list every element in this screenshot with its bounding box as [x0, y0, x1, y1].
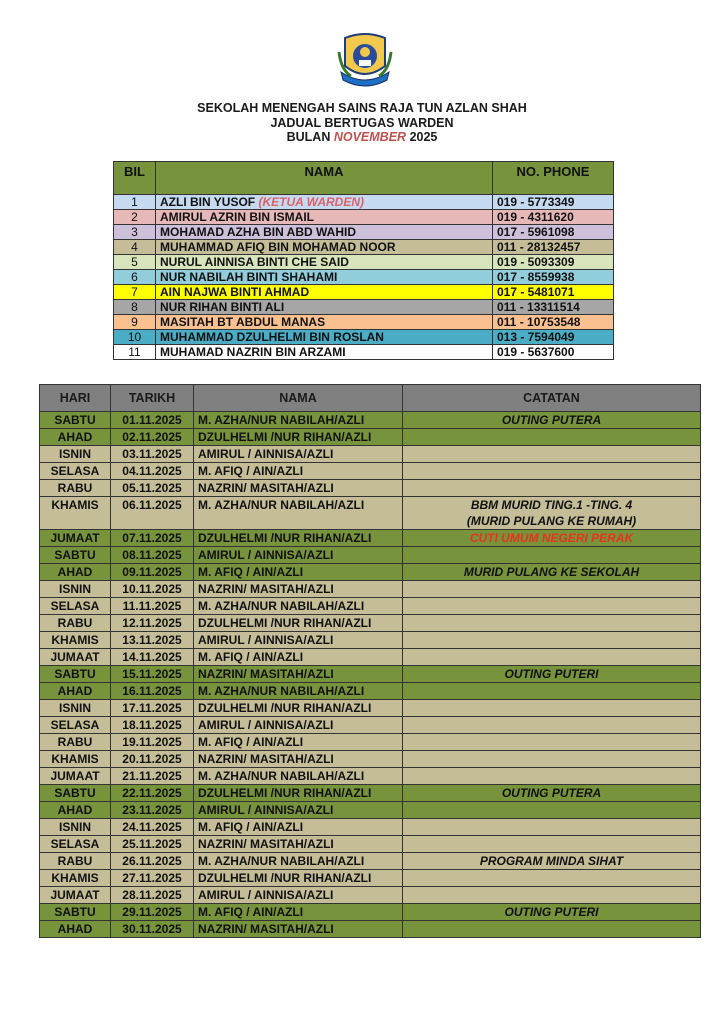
- warden-table-header: [114, 162, 614, 195]
- warden-phone: 011 - 28132457: [493, 240, 614, 255]
- holiday-note: CUTI UMUM NEGERI PERAK: [469, 531, 634, 545]
- schedule-day: SELASA: [40, 463, 111, 480]
- schedule-wardens: DZULHELMI /NUR RIHAN/AZLI: [194, 530, 403, 547]
- head-warden-note: (KETUA WARDEN): [258, 195, 365, 209]
- schedule-row: [40, 480, 701, 497]
- duty-schedule-table: [39, 384, 701, 938]
- schedule-wardens: M. AFIQ / AIN/AZLI: [194, 904, 403, 921]
- note-text: PROGRAM MINDA SIHAT: [479, 854, 624, 868]
- column-header-catatan: CATATAN: [403, 385, 701, 412]
- schedule-note: [403, 734, 701, 751]
- schedule-row: [40, 649, 701, 666]
- schedule-wardens: AMIRUL / AINNISA/AZLI: [194, 887, 403, 904]
- schedule-wardens: AMIRUL / AINNISA/AZLI: [194, 632, 403, 649]
- warden-number: 7: [114, 285, 156, 300]
- warden-number: 6: [114, 270, 156, 285]
- schedule-day: JUMAAT: [40, 530, 111, 547]
- schedule-wardens: NAZRIN/ MASITAH/AZLI: [194, 751, 403, 768]
- warden-phone: 019 - 5093309: [493, 255, 614, 270]
- warden-name-text: AIN NAJWA BINTI AHMAD: [160, 285, 310, 299]
- warden-number: 10: [114, 330, 156, 345]
- warden-row: [114, 270, 614, 285]
- warden-name-text: NUR NABILAH BINTI SHAHAMI: [160, 270, 338, 284]
- schedule-day: SABTU: [40, 412, 111, 429]
- warden-name: [156, 195, 493, 210]
- schedule-note: [403, 904, 701, 921]
- schedule-date: 05.11.2025: [111, 480, 194, 497]
- warden-number: 4: [114, 240, 156, 255]
- warden-row: [114, 345, 614, 360]
- schedule-row: [40, 497, 701, 530]
- schedule-note: [403, 581, 701, 598]
- warden-phone: 019 - 4311620: [493, 210, 614, 225]
- schedule-title: JADUAL BERTUGAS WARDEN: [270, 115, 454, 130]
- schedule-note: [403, 870, 701, 887]
- schedule-day: AHAD: [40, 429, 111, 446]
- school-crest-logo: [337, 32, 393, 90]
- schedule-note: [403, 446, 701, 463]
- schedule-date: 11.11.2025: [111, 598, 194, 615]
- warden-number: 5: [114, 255, 156, 270]
- schedule-day: AHAD: [40, 683, 111, 700]
- schedule-day: RABU: [40, 480, 111, 497]
- schedule-note: [403, 836, 701, 853]
- schedule-row: [40, 751, 701, 768]
- schedule-day: SABTU: [40, 547, 111, 564]
- schedule-row: [40, 700, 701, 717]
- schedule-date: 08.11.2025: [111, 547, 194, 564]
- warden-name-text: MOHAMAD AZHA BIN ABD WAHID: [160, 225, 356, 239]
- school-name: SEKOLAH MENENGAH SAINS RAJA TUN AZLAN SHAH: [197, 101, 527, 115]
- schedule-day: JUMAAT: [40, 649, 111, 666]
- schedule-note: [403, 564, 701, 581]
- warden-name-text: NUR RIHAN BINTI ALI: [160, 300, 285, 314]
- note-text: OUTING PUTERI: [504, 667, 599, 681]
- note-text-line2: (MURID PULANG KE RUMAH): [466, 514, 637, 528]
- schedule-day: KHAMIS: [40, 870, 111, 887]
- schedule-day: SELASA: [40, 598, 111, 615]
- schedule-date: 09.11.2025: [111, 564, 194, 581]
- schedule-date: 02.11.2025: [111, 429, 194, 446]
- schedule-wardens: M. AFIQ / AIN/AZLI: [194, 819, 403, 836]
- schedule-row: [40, 632, 701, 649]
- schedule-wardens: M. AZHA/NUR NABILAH/AZLI: [194, 768, 403, 785]
- schedule-note: [403, 547, 701, 564]
- schedule-row: [40, 717, 701, 734]
- schedule-row: [40, 904, 701, 921]
- schedule-row: [40, 581, 701, 598]
- warden-name-text: NURUL AINNISA BINTI CHE SAID: [160, 255, 349, 269]
- schedule-note: [403, 615, 701, 632]
- schedule-row: [40, 870, 701, 887]
- schedule-note: [403, 717, 701, 734]
- schedule-date: 27.11.2025: [111, 870, 194, 887]
- schedule-row: [40, 547, 701, 564]
- schedule-wardens: DZULHELMI /NUR RIHAN/AZLI: [194, 615, 403, 632]
- schedule-note: [403, 819, 701, 836]
- warden-row: [114, 300, 614, 315]
- schedule-wardens: AMIRUL / AINNISA/AZLI: [194, 717, 403, 734]
- schedule-day: KHAMIS: [40, 751, 111, 768]
- schedule-date: 04.11.2025: [111, 463, 194, 480]
- schedule-wardens: M. AZHA/NUR NABILAH/AZLI: [194, 853, 403, 870]
- schedule-wardens: AMIRUL / AINNISA/AZLI: [194, 547, 403, 564]
- warden-name: [156, 270, 493, 285]
- schedule-day: AHAD: [40, 564, 111, 581]
- warden-number: 11: [114, 345, 156, 360]
- schedule-date: 29.11.2025: [111, 904, 194, 921]
- schedule-note: [403, 598, 701, 615]
- schedule-note: [403, 921, 701, 938]
- warden-row: [114, 330, 614, 345]
- schedule-date: 16.11.2025: [111, 683, 194, 700]
- warden-phone: 017 - 8559938: [493, 270, 614, 285]
- schedule-date: 13.11.2025: [111, 632, 194, 649]
- warden-name: [156, 345, 493, 360]
- schedule-date: 30.11.2025: [111, 921, 194, 938]
- warden-number: 1: [114, 195, 156, 210]
- schedule-day: SABTU: [40, 666, 111, 683]
- schedule-date: 01.11.2025: [111, 412, 194, 429]
- schedule-note: [403, 530, 701, 547]
- schedule-row: [40, 463, 701, 480]
- warden-row: [114, 240, 614, 255]
- schedule-row: [40, 615, 701, 632]
- column-header-tarikh: TARIKH: [111, 385, 194, 412]
- schedule-day: JUMAAT: [40, 887, 111, 904]
- schedule-day: SABTU: [40, 904, 111, 921]
- schedule-day: RABU: [40, 734, 111, 751]
- warden-phone: 017 - 5961098: [493, 225, 614, 240]
- schedule-row: [40, 666, 701, 683]
- schedule-note: [403, 700, 701, 717]
- schedule-date: 10.11.2025: [111, 581, 194, 598]
- warden-number: 2: [114, 210, 156, 225]
- schedule-wardens: M. AFIQ / AIN/AZLI: [194, 649, 403, 666]
- schedule-row: [40, 429, 701, 446]
- schedule-row: [40, 836, 701, 853]
- warden-name: [156, 240, 493, 255]
- warden-name-text: MUHAMAD NAZRIN BIN ARZAMI: [160, 345, 346, 359]
- warden-phone: 019 - 5637600: [493, 345, 614, 360]
- schedule-row: [40, 598, 701, 615]
- warden-row: [114, 225, 614, 240]
- column-header-bil: BIL: [114, 162, 156, 195]
- schedule-wardens: M. AZHA/NUR NABILAH/AZLI: [194, 598, 403, 615]
- schedule-row: [40, 921, 701, 938]
- warden-contact-table: [113, 161, 614, 360]
- month-year: 2025: [409, 130, 438, 144]
- schedule-row: [40, 530, 701, 547]
- schedule-wardens: DZULHELMI /NUR RIHAN/AZLI: [194, 785, 403, 802]
- schedule-date: 23.11.2025: [111, 802, 194, 819]
- schedule-wardens: NAZRIN/ MASITAH/AZLI: [194, 581, 403, 598]
- note-text: OUTING PUTERI: [504, 905, 599, 919]
- warden-name-text: AZLI BIN YUSOF: [160, 195, 256, 209]
- schedule-row: [40, 802, 701, 819]
- schedule-date: 28.11.2025: [111, 887, 194, 904]
- schedule-row: [40, 887, 701, 904]
- schedule-note: [403, 666, 701, 683]
- warden-name: [156, 255, 493, 270]
- note-text: MURID PULANG KE SEKOLAH: [463, 565, 640, 579]
- warden-name: [156, 300, 493, 315]
- warden-name: [156, 285, 493, 300]
- schedule-note: [403, 649, 701, 666]
- schedule-wardens: DZULHELMI /NUR RIHAN/AZLI: [194, 700, 403, 717]
- schedule-day: KHAMIS: [40, 497, 111, 530]
- schedule-note: [403, 632, 701, 649]
- month-name: NOVEMBER: [333, 130, 407, 144]
- schedule-day: ISNIN: [40, 581, 111, 598]
- schedule-day: RABU: [40, 853, 111, 870]
- schedule-note: [403, 480, 701, 497]
- warden-row: [114, 285, 614, 300]
- schedule-date: 15.11.2025: [111, 666, 194, 683]
- schedule-wardens: AMIRUL / AINNISA/AZLI: [194, 802, 403, 819]
- warden-name: [156, 225, 493, 240]
- schedule-row: [40, 785, 701, 802]
- schedule-row: [40, 768, 701, 785]
- schedule-date: 20.11.2025: [111, 751, 194, 768]
- schedule-date: 24.11.2025: [111, 819, 194, 836]
- warden-name-text: AMIRUL AZRIN BIN ISMAIL: [160, 210, 314, 224]
- schedule-date: 21.11.2025: [111, 768, 194, 785]
- warden-phone: 011 - 13311514: [493, 300, 614, 315]
- warden-row: [114, 210, 614, 225]
- warden-name: [156, 315, 493, 330]
- schedule-note: [403, 429, 701, 446]
- schedule-day: ISNIN: [40, 446, 111, 463]
- schedule-row: [40, 446, 701, 463]
- schedule-row: [40, 734, 701, 751]
- schedule-wardens: DZULHELMI /NUR RIHAN/AZLI: [194, 870, 403, 887]
- schedule-wardens: AMIRUL / AINNISA/AZLI: [194, 446, 403, 463]
- schedule-wardens: NAZRIN/ MASITAH/AZLI: [194, 921, 403, 938]
- schedule-note: [403, 463, 701, 480]
- schedule-note: [403, 751, 701, 768]
- schedule-wardens: M. AFIQ / AIN/AZLI: [194, 463, 403, 480]
- schedule-wardens: NAZRIN/ MASITAH/AZLI: [194, 480, 403, 497]
- schedule-wardens: M. AZHA/NUR NABILAH/AZLI: [194, 683, 403, 700]
- schedule-note: [403, 497, 701, 530]
- warden-name-text: MASITAH BT ABDUL MANAS: [160, 315, 326, 329]
- schedule-note: [403, 412, 701, 429]
- schedule-note: [403, 768, 701, 785]
- document-heading: [0, 101, 724, 145]
- warden-phone: 011 - 10753548: [493, 315, 614, 330]
- schedule-wardens: NAZRIN/ MASITAH/AZLI: [194, 666, 403, 683]
- schedule-row: [40, 412, 701, 429]
- warden-name-text: MUHAMMAD AFIQ BIN MOHAMAD NOOR: [160, 240, 396, 254]
- schedule-note: [403, 683, 701, 700]
- schedule-day: AHAD: [40, 921, 111, 938]
- schedule-note: [403, 853, 701, 870]
- month-prefix: BULAN: [286, 130, 331, 144]
- schedule-date: 26.11.2025: [111, 853, 194, 870]
- warden-name: [156, 210, 493, 225]
- note-text: OUTING PUTERA: [501, 786, 602, 800]
- column-header-nama: NAMA: [194, 385, 403, 412]
- warden-row: [114, 195, 614, 210]
- schedule-wardens: M. AFIQ / AIN/AZLI: [194, 734, 403, 751]
- schedule-note: [403, 887, 701, 904]
- schedule-note: [403, 785, 701, 802]
- schedule-date: 14.11.2025: [111, 649, 194, 666]
- warden-phone: 017 - 5481071: [493, 285, 614, 300]
- schedule-date: 18.11.2025: [111, 717, 194, 734]
- schedule-day: ISNIN: [40, 819, 111, 836]
- schedule-day: AHAD: [40, 802, 111, 819]
- schedule-day: JUMAAT: [40, 768, 111, 785]
- school-crest-icon: [337, 32, 393, 90]
- schedule-wardens: M. AFIQ / AIN/AZLI: [194, 564, 403, 581]
- schedule-date: 22.11.2025: [111, 785, 194, 802]
- schedule-row: [40, 853, 701, 870]
- schedule-day: SABTU: [40, 785, 111, 802]
- schedule-day: SELASA: [40, 836, 111, 853]
- warden-number: 8: [114, 300, 156, 315]
- warden-phone: 013 - 7594049: [493, 330, 614, 345]
- schedule-table-header: [40, 385, 701, 412]
- column-header-nama: NAMA: [156, 162, 493, 195]
- warden-name: [156, 330, 493, 345]
- schedule-date: 07.11.2025: [111, 530, 194, 547]
- schedule-row: [40, 564, 701, 581]
- schedule-date: 12.11.2025: [111, 615, 194, 632]
- schedule-wardens: M. AZHA/NUR NABILAH/AZLI: [194, 497, 403, 530]
- schedule-day: ISNIN: [40, 700, 111, 717]
- warden-name-text: MUHAMMAD DZULHELMI BIN ROSLAN: [160, 330, 384, 344]
- warden-row: [114, 315, 614, 330]
- warden-row: [114, 255, 614, 270]
- schedule-wardens: NAZRIN/ MASITAH/AZLI: [194, 836, 403, 853]
- schedule-day: KHAMIS: [40, 632, 111, 649]
- schedule-date: 19.11.2025: [111, 734, 194, 751]
- column-header-phone: NO. PHONE: [493, 162, 614, 195]
- schedule-date: 03.11.2025: [111, 446, 194, 463]
- schedule-row: [40, 819, 701, 836]
- warden-phone: 019 - 5773349: [493, 195, 614, 210]
- schedule-row: [40, 683, 701, 700]
- warden-number: 9: [114, 315, 156, 330]
- schedule-day: SELASA: [40, 717, 111, 734]
- schedule-date: 25.11.2025: [111, 836, 194, 853]
- column-header-hari: HARI: [40, 385, 111, 412]
- month-line: [0, 130, 724, 145]
- schedule-wardens: DZULHELMI /NUR RIHAN/AZLI: [194, 429, 403, 446]
- schedule-date: 06.11.2025: [111, 497, 194, 530]
- schedule-wardens: M. AZHA/NUR NABILAH/AZLI: [194, 412, 403, 429]
- note-text: OUTING PUTERA: [501, 413, 602, 427]
- schedule-note: [403, 802, 701, 819]
- schedule-date: 17.11.2025: [111, 700, 194, 717]
- note-text: BBM MURID TING.1 -TING. 4: [470, 498, 633, 512]
- schedule-day: RABU: [40, 615, 111, 632]
- warden-number: 3: [114, 225, 156, 240]
